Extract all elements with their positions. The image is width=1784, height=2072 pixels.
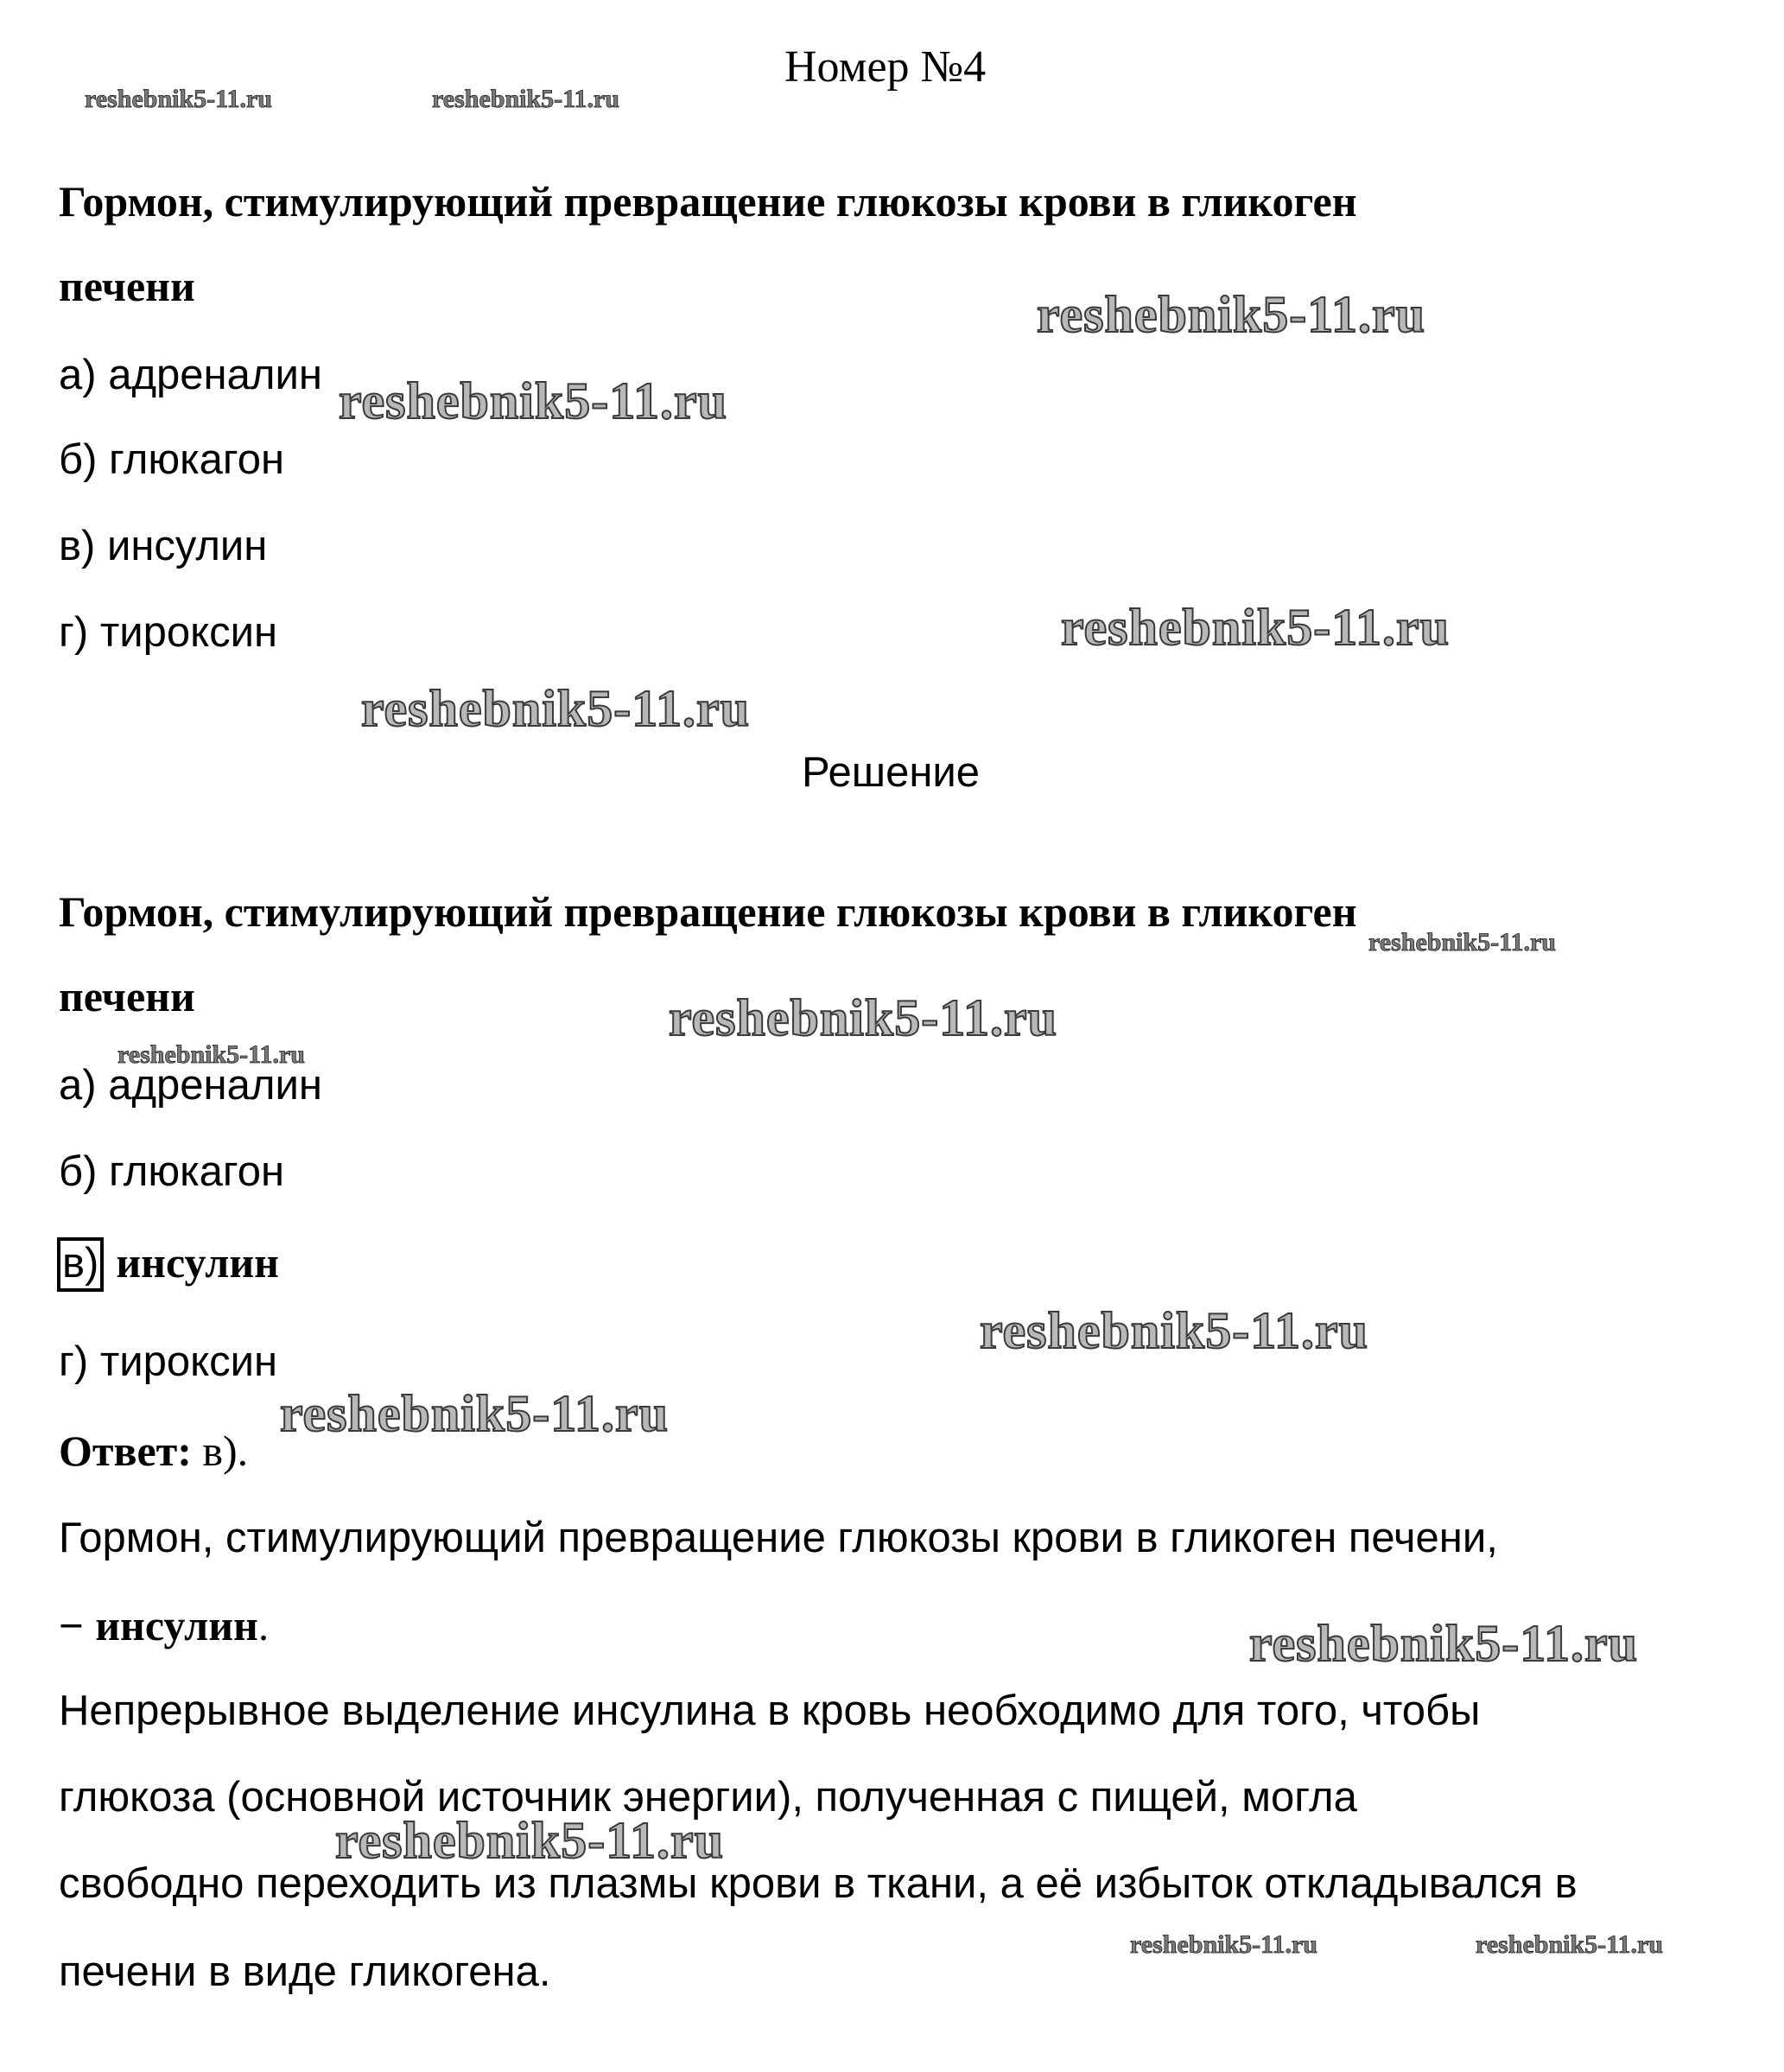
watermark: reshebnik5-11.ru (1037, 286, 1425, 343)
paragraph-line3: свободно переходить из плазмы крови в ткани, а её избыток откладывался в (59, 1860, 1578, 1907)
option-label: адреналин (108, 352, 322, 398)
watermark: reshebnik5-11.ru (669, 989, 1057, 1046)
option-label: тироксин (99, 1338, 278, 1385)
explanation-period: . (257, 1602, 270, 1649)
solution-option-a (59, 1062, 322, 1109)
page-title: Номер №4 (784, 42, 987, 92)
option-label: глюкагон (109, 1148, 285, 1195)
option-paren: ) (85, 1240, 99, 1287)
option-label: инсулин (116, 1238, 279, 1287)
question-text-line2: печени (59, 262, 195, 310)
answer-value: в). (191, 1427, 249, 1475)
question-option-b (59, 436, 285, 483)
option-letter: б) (59, 1148, 98, 1195)
watermark: reshebnik5-11.ru (980, 1302, 1368, 1359)
watermark: reshebnik5-11.ru (339, 372, 727, 429)
option-label: инсулин (106, 523, 268, 569)
solution-question-line2: печени (59, 972, 195, 1020)
answer-label: Ответ: (59, 1427, 192, 1475)
watermark: reshebnik5-11.ru (432, 85, 619, 113)
option-letter: б) (59, 436, 98, 483)
option-letter: а) (59, 1062, 97, 1109)
watermark: reshebnik5-11.ru (85, 85, 272, 113)
option-label: адреналин (108, 1062, 322, 1109)
watermark: reshebnik5-11.ru (1130, 1930, 1317, 1959)
option-letter: г) (59, 1338, 89, 1385)
watermark: reshebnik5-11.ru (1249, 1615, 1638, 1672)
question-text-line1: Гормон, стимулирующий превращение глюкозы крови в гликоген (59, 177, 1357, 226)
option-letter: в (62, 1240, 86, 1287)
option-letter: в) (59, 523, 96, 569)
explanation-line1: Гормон, стимулирующий превращение глюкозы крови в гликоген печени, (59, 1515, 1498, 1561)
watermark: reshebnik5-11.ru (361, 680, 750, 737)
solution-heading: Решение (802, 749, 981, 796)
option-letter: г) (59, 609, 89, 656)
paragraph-line2: глюкоза (основной источник энергии), полученная с пищей, могла (59, 1774, 1357, 1821)
solution-option-c-selected (57, 1237, 279, 1292)
watermark: reshebnik5-11.ru (1061, 599, 1450, 656)
option-letter: а) (59, 352, 97, 398)
watermark: reshebnik5-11.ru (1476, 1930, 1663, 1959)
watermark: reshebnik5-11.ru (1368, 928, 1556, 957)
watermark: reshebnik5-11.ru (280, 1385, 669, 1442)
question-option-c (59, 525, 267, 568)
explanation-line2 (59, 1601, 270, 1649)
answer-line (59, 1429, 248, 1473)
solution-question-line1: Гормон, стимулирующий превращение глюкозы крови в гликоген (59, 887, 1357, 936)
explanation-dash: − (59, 1603, 96, 1649)
paragraph-line4: печени в виде гликогена. (59, 1948, 551, 1995)
option-label: тироксин (99, 609, 278, 656)
solution-option-d (59, 1338, 278, 1385)
question-option-a (59, 354, 322, 397)
paragraph-line1: Непрерывное выделение инсулина в кровь необходимо для того, чтобы (59, 1687, 1481, 1734)
watermark: reshebnik5-11.ru (335, 1812, 724, 1869)
selected-answer-box (57, 1237, 104, 1292)
option-label: глюкагон (109, 436, 285, 483)
explanation-bold-term: инсулин (95, 1601, 258, 1649)
watermark: reshebnik5-11.ru (117, 1040, 305, 1069)
solution-option-b (59, 1148, 285, 1195)
question-option-d (59, 609, 278, 656)
